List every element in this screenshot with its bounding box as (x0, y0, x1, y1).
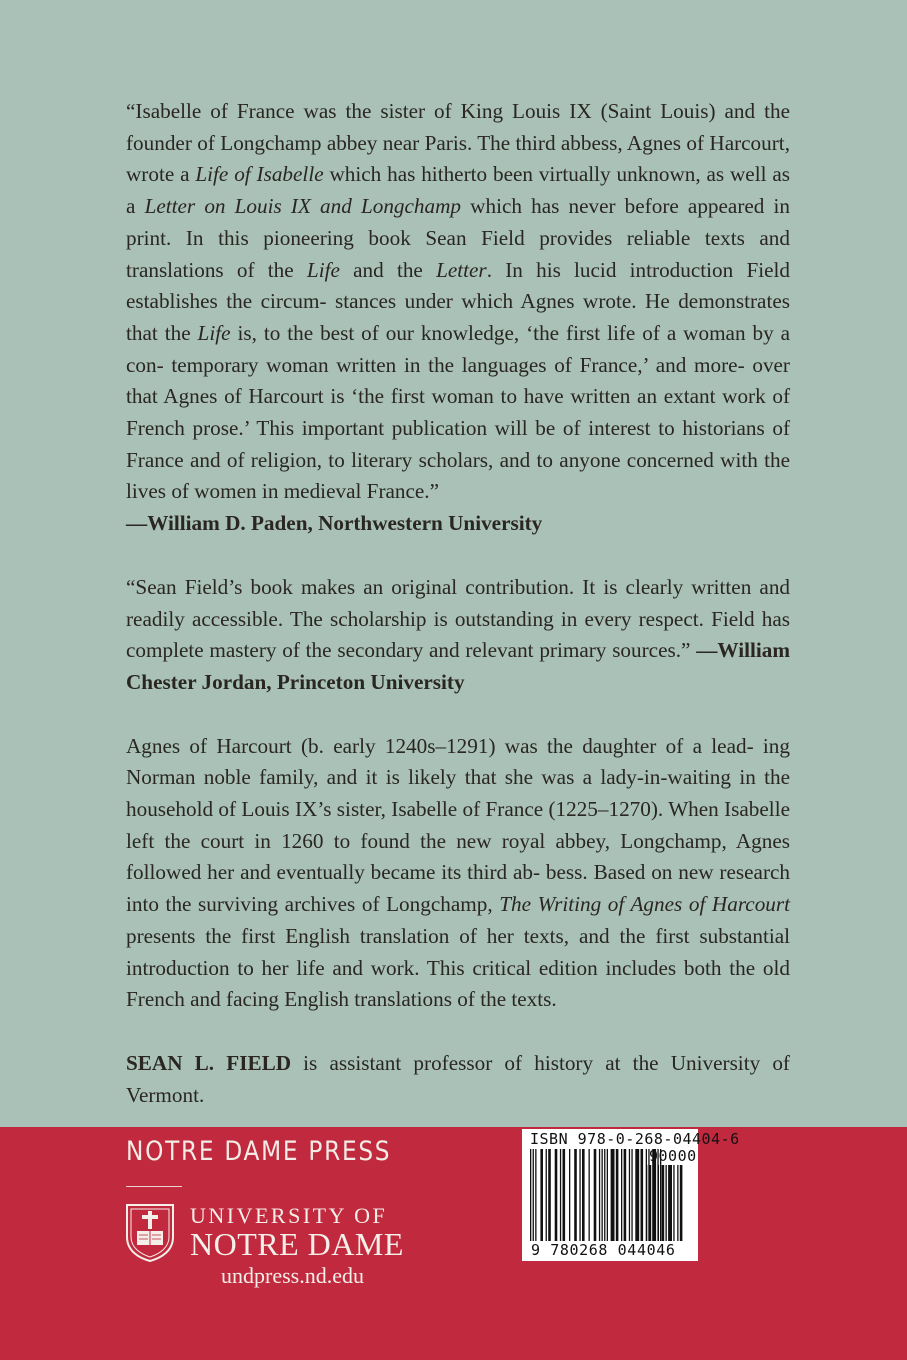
description-line: translations of the texts. (354, 987, 557, 1012)
title-letter-short: Letter (436, 257, 487, 282)
quote-line: interest to historians of France and of religion, to literary scholars, and (126, 416, 790, 472)
description-line: of her texts, and the first substantial introduction to her life and work. (126, 923, 791, 980)
quote-line: . In his lucid introduction Field establishes the circum- (126, 257, 790, 314)
attribution: —William D. Paden, Northwestern University (126, 511, 543, 536)
university-shield-icon (125, 1203, 175, 1263)
review-quote-paden (126, 96, 790, 508)
quote-line: Sean Field provides reliable texts and translations of the (126, 225, 790, 282)
isbn-number: ISBN 978-0-268-04404-6 (530, 1130, 740, 1148)
review-quote-jordan (126, 572, 790, 699)
title-letter: Letter on Louis IX and Longchamp (144, 194, 462, 219)
author-bio-text: is assistant professor of history at the University of (291, 1050, 790, 1075)
description-line: in the household of Louis IX’s sister, Isabelle of France (1225–1270). (126, 765, 790, 822)
author-bio (126, 1048, 790, 1111)
quote-line: Field has complete mastery of the secondary and relevant primary (126, 606, 790, 663)
book-description (126, 731, 790, 1016)
quote-line: and the founder of Longchamp abbey near Paris. The third abbess, (126, 99, 790, 155)
university-name-line1: UNIVERSITY OF (190, 1203, 388, 1228)
quote-line: “Isabelle of France was the sister of King Louis IX (Saint Louis) (126, 99, 716, 123)
back-cover-text (126, 96, 790, 1111)
quote-line: Agnes of Harcourt, wrote a (126, 130, 790, 187)
description-line: presents the first English translation (126, 923, 450, 948)
quote-line: virtually unknown, as well as a (126, 162, 790, 219)
ean-digits: 9 780268 044046 (531, 1241, 676, 1259)
description-line: ing Norman noble family, and it is likely that she was a lady-in-waiting (126, 733, 790, 790)
quote-line: over that Agnes of Harcourt is ‘the first woman to have written an (126, 352, 790, 409)
description-line: This critical edition includes both the old French and facing English (126, 955, 790, 1012)
title-life: Life (197, 320, 231, 345)
description-line: Longchamp, Agnes followed her and eventually became its third ab- (126, 828, 791, 885)
title-life-of-isabelle: Life of Isabelle (195, 162, 324, 187)
quote-line: which has never before appeared in print. In this pioneering book (126, 194, 791, 250)
price-code: 90000 (649, 1147, 697, 1165)
quote-line: to the best of our knowledge, ‘the first life of a woman by a con- (126, 320, 791, 377)
press-name: NOTRE DAME PRESS (126, 1136, 392, 1167)
description-line: bess. Based on new research into the surviving archives of Longchamp, (126, 860, 790, 917)
quote-line: is, (230, 320, 257, 345)
quote-line: the (396, 257, 437, 282)
quote-line: “Sean Field’s book makes an original contribution. It is clearly written (126, 574, 752, 599)
quote-line: stances under which Agnes wrote. He demonstrates that the (126, 289, 790, 345)
publisher-url: undpress.nd.edu (221, 1263, 364, 1288)
divider (126, 1186, 182, 1187)
attribution: —William Chester Jordan, Princeton University (126, 638, 790, 694)
title-life: Life (306, 257, 340, 282)
quote-line: temporary woman written in the languages of France,’ and more- (171, 352, 745, 377)
quote-line: to anyone concerned with the lives of women in medieval France.” (126, 447, 791, 504)
quote-line: and (339, 257, 384, 282)
review-attribution-paden (126, 508, 790, 540)
author-bio-text: Vermont. (126, 1082, 205, 1107)
quote-line: and readily accessible. The scholarship is outstanding in every respect. (126, 574, 791, 631)
university-name-line2: NOTRE DAME (190, 1226, 404, 1262)
title-writing-of-agnes: The Writing of Agnes of Harcourt (499, 892, 791, 917)
quote-line: sources.” (612, 638, 697, 663)
description-line: Agnes of Harcourt (b. early 1240s–1291) was the daughter of a lead- (126, 733, 754, 758)
quote-line: which has hitherto been (323, 162, 533, 187)
author-name: SEAN L. FIELD (126, 1050, 292, 1075)
quote-line: extant work of French prose.’ This important publication will be of (126, 384, 791, 441)
description-line: When Isabelle left the court in 1260 to found the new royal abbey, (126, 797, 790, 853)
